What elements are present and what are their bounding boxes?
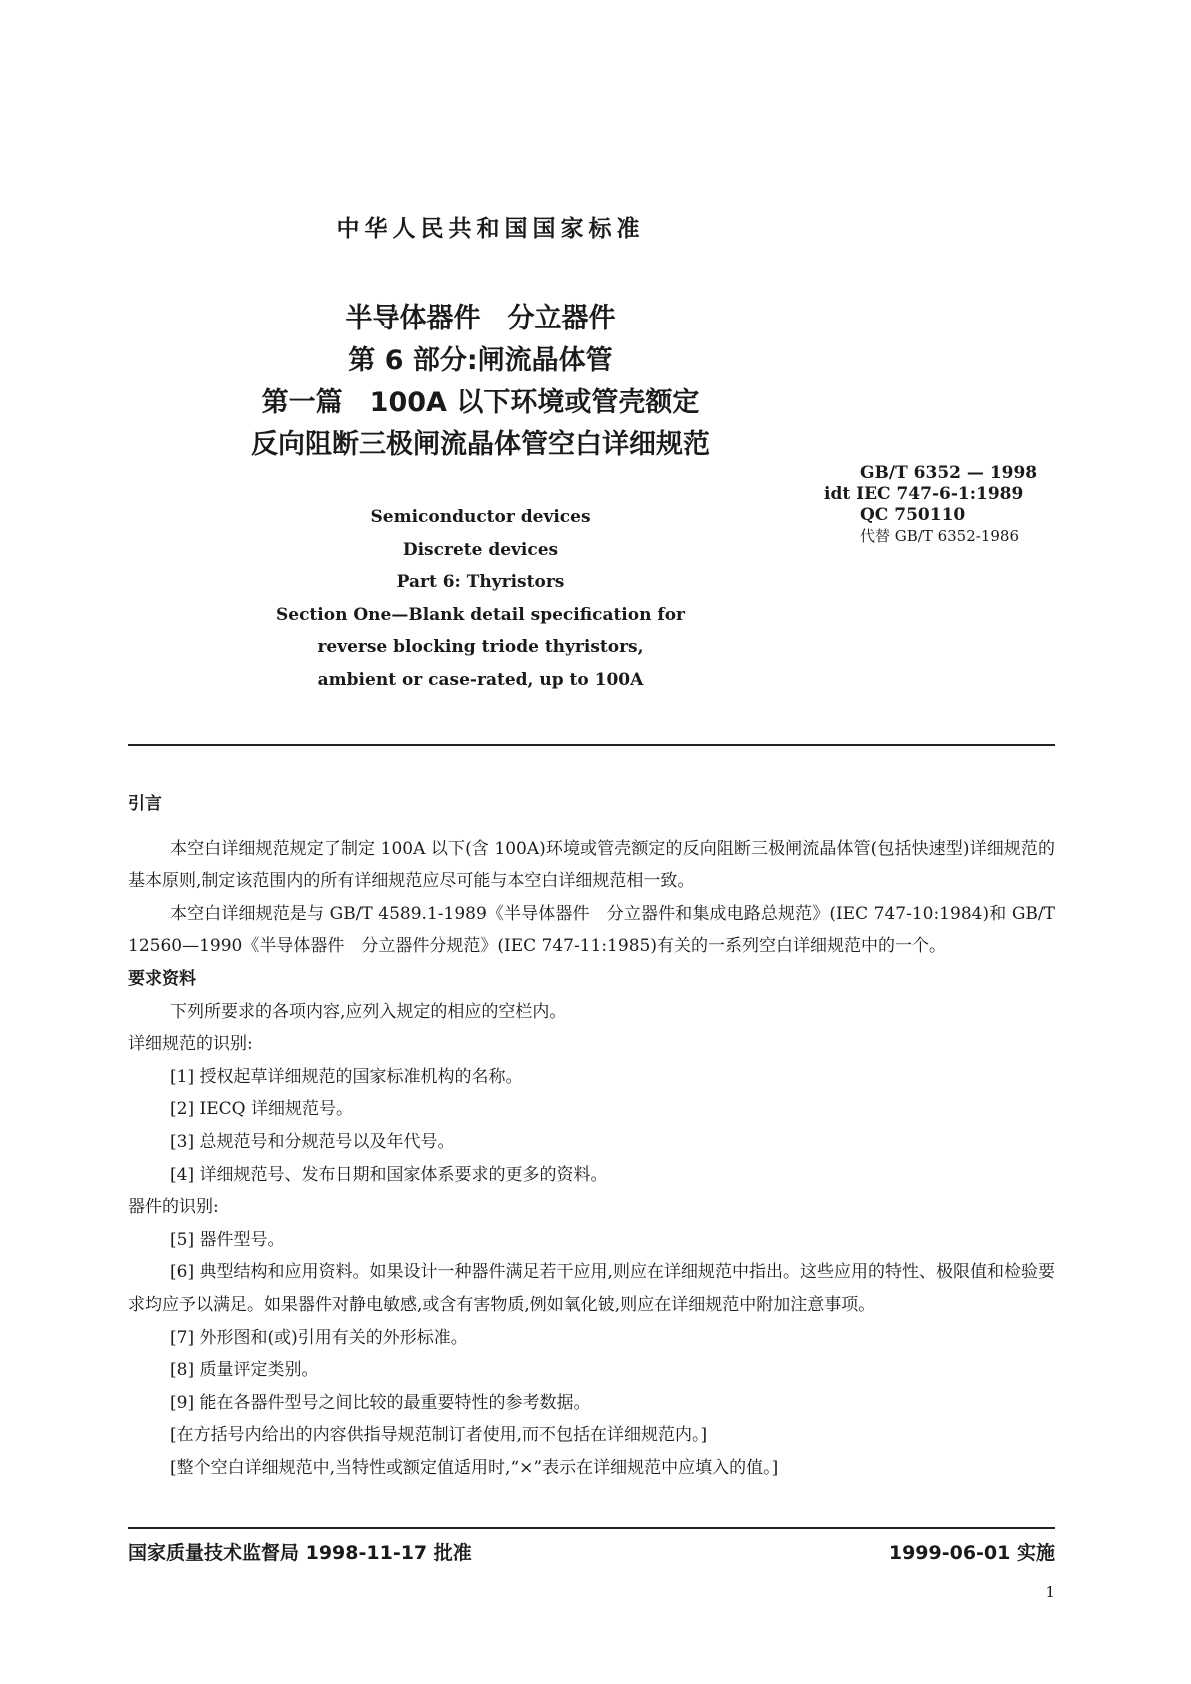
requirements-heading: 要求资料 xyxy=(128,968,196,989)
idt-number: idt IEC 747-6-1:1989 xyxy=(824,484,1024,504)
chinese-title xyxy=(0,298,1191,466)
chinese-title-line-4: 反向阻断三极闸流晶体管空白详细规范 xyxy=(251,429,710,460)
note-1: [在方括号内给出的内容供指导规范制订者使用,而不包括在详细规范内。] xyxy=(170,1425,708,1446)
list-item-9: [9] 能在各器件型号之间比较的最重要特性的参考数据。 xyxy=(170,1392,591,1413)
note-2: [整个空白详细规范中,当特性或额定值适用时,“×”表示在详细规范中应填入的值。] xyxy=(170,1457,779,1478)
list-item-1: [1] 授权起草详细规范的国家标准机构的名称。 xyxy=(170,1066,523,1087)
document-body xyxy=(128,788,1055,1484)
list-item-3: [3] 总规范号和分规范号以及年代号。 xyxy=(170,1131,455,1152)
chinese-title-line-2: 第 6 部分:闸流晶体管 xyxy=(348,345,613,376)
gb-number: GB/T 6352 — 1998 xyxy=(860,463,1038,483)
footer-divider xyxy=(128,1527,1055,1529)
requirements-paragraph: 下列所要求的各项内容,应列入规定的相应的空栏内。 xyxy=(170,1001,567,1022)
national-standard-header: 中华人民共和国国家标准 xyxy=(336,216,645,242)
qc-number: QC 750110 xyxy=(860,505,966,525)
chinese-title-line-1: 半导体器件 分立器件 xyxy=(345,303,616,334)
list-item-2: [2] IECQ 详细规范号。 xyxy=(170,1099,353,1120)
chinese-title-line-3: 第一篇 100A 以下环境或管壳额定 xyxy=(261,387,700,418)
english-title-line-2: Discrete devices xyxy=(402,539,559,560)
replaces-number: 代替 GB/T 6352-1986 xyxy=(860,527,1020,545)
page-number: 1 xyxy=(1045,1583,1055,1601)
list-item-5: [5] 器件型号。 xyxy=(170,1229,285,1250)
english-title xyxy=(0,501,1191,696)
intro-heading: 引言 xyxy=(128,794,162,814)
intro-paragraph-1: 本空白详细规范规定了制定 100A 以下(含 100A)环境或管壳额定的反向阻断三极闸流晶体管(包括快速型)详细规范的基本原则,制定该范围内的所有详细规范应尽可能与本空白详细规范相一致。 xyxy=(128,838,1055,892)
header-divider xyxy=(128,744,1055,746)
english-title-line-5: reverse blocking triode thyristors, xyxy=(317,637,644,657)
device-identification-label: 器件的识别: xyxy=(128,1197,219,1218)
english-title-line-6: ambient or case-rated, up to 100A xyxy=(317,669,644,690)
detail-identification-label: 详细规范的识别: xyxy=(128,1034,253,1055)
english-title-line-1: Semiconductor devices xyxy=(370,507,591,527)
list-item-4: [4] 详细规范号、发布日期和国家体系要求的更多的资料。 xyxy=(170,1164,608,1185)
intro-paragraph-2: 本空白详细规范是与 GB/T 4589.1-1989《半导体器件 分立器件和集成电路总规范》(IEC 747-10:1984)和 GB/T 12560—1990《半导体器件 分立器件分规范》(IEC 747-11:1985)有关的一系列空白详细规范中的一个。 xyxy=(128,903,1055,957)
list-item-7: [7] 外形图和(或)引用有关的外形标准。 xyxy=(170,1327,468,1348)
implementation-date: 1999-06-01 实施 xyxy=(888,1542,1055,1564)
list-item-6: [6] 典型结构和应用资料。如果设计一种器件满足若干应用,则应在详细规范中指出。这些应用的特性、极限值和检验要求均应予以满足。如果器件对静电敏感,或含有害物质,例如氧化铍,则应在详细规范中附加注意事项。 xyxy=(128,1262,1055,1315)
approval-date: 国家质量技术监督局 1998-11-17 批准 xyxy=(128,1542,472,1564)
english-title-line-3: Part 6: Thyristors xyxy=(396,572,565,592)
list-item-8: [8] 质量评定类别。 xyxy=(170,1360,319,1381)
english-title-line-4: Section One—Blank detail specification for xyxy=(275,604,685,625)
